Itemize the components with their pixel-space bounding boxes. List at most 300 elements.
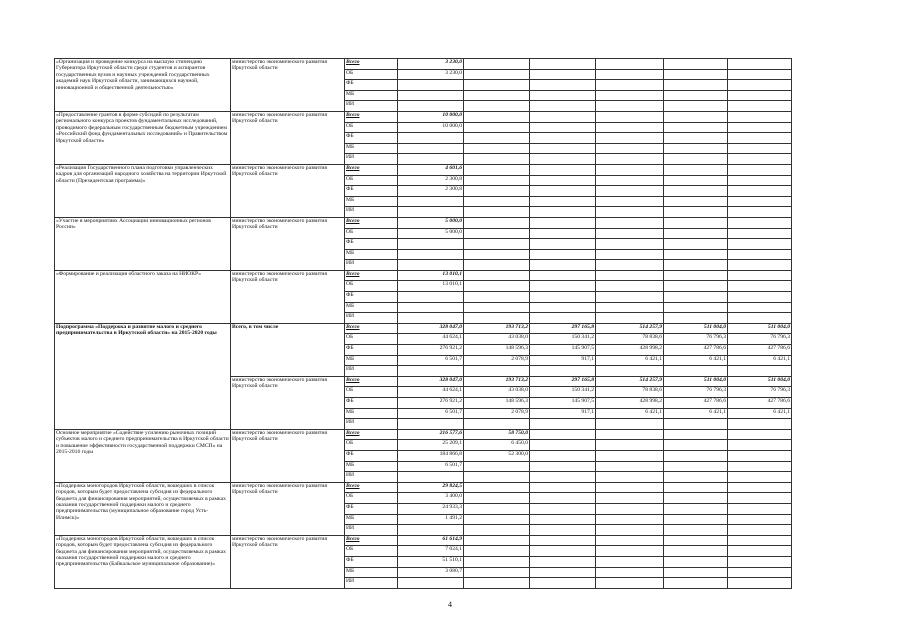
value-cell: [464, 419, 530, 430]
value-cell: [464, 461, 530, 472]
value-cell: [530, 122, 596, 133]
value-cell: [728, 578, 792, 589]
value-cell: [596, 186, 664, 197]
value-cell: [596, 503, 664, 514]
value-cell: 76 796,3: [664, 387, 728, 398]
value-cell: [398, 249, 464, 260]
value-cell: [530, 302, 596, 313]
value-cell: [464, 292, 530, 303]
value-cell: [728, 546, 792, 557]
value-cell: [728, 503, 792, 514]
value-cell: 427 786,6: [664, 345, 728, 356]
value-cell: 193 713,2: [464, 323, 530, 334]
executor-cell: министерство экономического развития Иркутской области: [231, 111, 345, 164]
value-cell: [464, 154, 530, 165]
value-cell: 5 000,0: [398, 217, 464, 228]
value-cell: [728, 164, 792, 175]
value-cell: [728, 196, 792, 207]
value-cell: [530, 196, 596, 207]
value-cell: [596, 440, 664, 451]
source-cell: ФБ: [345, 450, 398, 461]
value-cell: 24 933,3: [398, 503, 464, 514]
value-cell: [664, 450, 728, 461]
value-cell: [728, 90, 792, 101]
source-cell: ФБ: [345, 503, 398, 514]
value-cell: [664, 175, 728, 186]
value-cell: [530, 556, 596, 567]
value-cell: 76 796,3: [728, 334, 792, 345]
executor-cell: министерство экономического развития Иркутской области: [231, 164, 345, 217]
source-cell: Всего: [345, 217, 398, 228]
value-cell: [464, 567, 530, 578]
value-cell: [664, 472, 728, 483]
value-cell: [664, 239, 728, 250]
source-cell: ОБ: [345, 69, 398, 80]
value-cell: [464, 302, 530, 313]
value-cell: [464, 281, 530, 292]
value-cell: [596, 525, 664, 536]
value-cell: 78 838,6: [596, 387, 664, 398]
value-cell: [596, 313, 664, 324]
value-cell: 145 907,5: [530, 398, 596, 409]
value-cell: [596, 493, 664, 504]
value-cell: [728, 228, 792, 239]
value-cell: [398, 196, 464, 207]
value-cell: [530, 154, 596, 165]
source-cell: ИИ: [345, 578, 398, 589]
value-cell: [596, 567, 664, 578]
value-cell: [464, 249, 530, 260]
value-cell: 44 624,1: [398, 334, 464, 345]
value-cell: [596, 101, 664, 112]
source-cell: ФБ: [345, 80, 398, 91]
value-cell: [664, 556, 728, 567]
value-cell: [530, 578, 596, 589]
value-cell: [398, 472, 464, 483]
value-cell: [596, 366, 664, 377]
value-cell: [596, 59, 664, 70]
value-cell: [596, 111, 664, 122]
value-cell: [728, 366, 792, 377]
value-cell: [530, 270, 596, 281]
value-cell: [664, 578, 728, 589]
value-cell: [728, 69, 792, 80]
value-cell: 2 078,9: [464, 355, 530, 366]
executor-cell: министерство экономического развития Иркутской области: [231, 535, 345, 588]
value-cell: [464, 186, 530, 197]
value-cell: [596, 69, 664, 80]
value-cell: [728, 122, 792, 133]
source-cell: ФБ: [345, 556, 398, 567]
value-cell: 150 341,2: [530, 334, 596, 345]
value-cell: [398, 260, 464, 271]
value-cell: 6 421,1: [596, 408, 664, 419]
value-cell: [596, 546, 664, 557]
value-cell: 511 004,0: [728, 323, 792, 334]
value-cell: 61 614,9: [398, 535, 464, 546]
value-cell: [728, 281, 792, 292]
table-row: [55, 59, 792, 70]
value-cell: [728, 525, 792, 536]
value-cell: [530, 101, 596, 112]
executor-cell: министерство экономического развития Иркутской области: [231, 59, 345, 112]
value-cell: [728, 101, 792, 112]
measure-name: «Участие в мероприятиях Ассоциации инновационных регионов России»: [55, 217, 231, 270]
value-cell: [464, 482, 530, 493]
value-cell: [530, 239, 596, 250]
value-cell: [596, 535, 664, 546]
value-cell: [398, 154, 464, 165]
source-cell: ИИ: [345, 260, 398, 271]
value-cell: 6 421,1: [596, 355, 664, 366]
value-cell: 917,1: [530, 408, 596, 419]
value-cell: [530, 450, 596, 461]
value-cell: 2 300,8: [398, 175, 464, 186]
source-cell: ИИ: [345, 101, 398, 112]
value-cell: [728, 440, 792, 451]
value-cell: 6 501,7: [398, 355, 464, 366]
value-cell: [664, 186, 728, 197]
source-cell: ОБ: [345, 175, 398, 186]
value-cell: [664, 313, 728, 324]
value-cell: [464, 175, 530, 186]
value-cell: [664, 440, 728, 451]
value-cell: [398, 143, 464, 154]
value-cell: [664, 207, 728, 218]
value-cell: [464, 133, 530, 144]
value-cell: 2 078,9: [464, 408, 530, 419]
source-cell: Всего: [345, 164, 398, 175]
value-cell: 428 998,2: [596, 345, 664, 356]
value-cell: [464, 546, 530, 557]
value-cell: [530, 313, 596, 324]
source-cell: Всего: [345, 535, 398, 546]
table-row: [55, 535, 792, 546]
executor-cell: министерство экономического развития Иркутской области: [231, 270, 345, 323]
measure-name: «Организация и проведение конкурса на высшую стипендию Губернатора Иркутской области среди студентов и аспирантов государственных вузов и научных учреждений государственных академий наук Иркутской области, занимающихся научной, инновационной и общественной деятельностью»: [55, 59, 231, 112]
value-cell: [664, 59, 728, 70]
measure-name: «Формирование и реализация областного заказа на НИОКР»: [55, 270, 231, 323]
value-cell: 6 450,0: [464, 440, 530, 451]
value-cell: [398, 366, 464, 377]
value-cell: [530, 186, 596, 197]
value-cell: 78 838,6: [596, 334, 664, 345]
value-cell: [596, 143, 664, 154]
value-cell: 6 501,7: [398, 408, 464, 419]
value-cell: [728, 429, 792, 440]
value-cell: [464, 122, 530, 133]
source-cell: МБ: [345, 355, 398, 366]
value-cell: [530, 217, 596, 228]
value-cell: [398, 302, 464, 313]
value-cell: 76 796,3: [664, 334, 728, 345]
value-cell: [596, 239, 664, 250]
value-cell: [464, 164, 530, 175]
value-cell: 511 004,0: [728, 376, 792, 387]
table-row: [55, 270, 792, 281]
value-cell: 148 596,3: [464, 345, 530, 356]
value-cell: [664, 546, 728, 557]
value-cell: [464, 493, 530, 504]
value-cell: [596, 461, 664, 472]
value-cell: 4 601,6: [398, 164, 464, 175]
value-cell: 276 921,2: [398, 398, 464, 409]
value-cell: [530, 228, 596, 239]
value-cell: [530, 493, 596, 504]
value-cell: [464, 535, 530, 546]
value-cell: [664, 228, 728, 239]
table-row: [55, 217, 792, 228]
source-cell: МБ: [345, 143, 398, 154]
value-cell: 52 300,0: [464, 450, 530, 461]
value-cell: [464, 80, 530, 91]
table-row: [55, 323, 792, 334]
value-cell: [664, 217, 728, 228]
value-cell: [664, 482, 728, 493]
value-cell: [728, 461, 792, 472]
value-cell: [664, 514, 728, 525]
source-cell: ОБ: [345, 228, 398, 239]
value-cell: [728, 313, 792, 324]
value-cell: 5 000,0: [398, 228, 464, 239]
source-cell: ФБ: [345, 345, 398, 356]
value-cell: [464, 69, 530, 80]
value-cell: [464, 217, 530, 228]
value-cell: [664, 80, 728, 91]
value-cell: [596, 228, 664, 239]
value-cell: [664, 429, 728, 440]
source-cell: ИИ: [345, 525, 398, 536]
source-cell: МБ: [345, 408, 398, 419]
value-cell: 7 024,1: [398, 546, 464, 557]
value-cell: [530, 514, 596, 525]
table-row: [55, 164, 792, 175]
value-cell: 328 047,0: [398, 323, 464, 334]
value-cell: [596, 175, 664, 186]
value-cell: [398, 80, 464, 91]
source-cell: МБ: [345, 196, 398, 207]
value-cell: [728, 567, 792, 578]
value-cell: 216 577,6: [398, 429, 464, 440]
budget-table-body: [55, 59, 792, 589]
value-cell: [398, 207, 464, 218]
value-cell: 43 038,0: [464, 387, 530, 398]
value-cell: [530, 482, 596, 493]
value-cell: [530, 111, 596, 122]
value-cell: [596, 164, 664, 175]
value-cell: 193 713,2: [464, 376, 530, 387]
value-cell: [464, 143, 530, 154]
value-cell: [728, 514, 792, 525]
source-cell: ОБ: [345, 387, 398, 398]
value-cell: 514 257,9: [596, 323, 664, 334]
value-cell: 3 230,0: [398, 69, 464, 80]
table-row: [55, 482, 792, 493]
value-cell: [664, 260, 728, 271]
value-cell: [664, 292, 728, 303]
value-cell: [530, 567, 596, 578]
source-cell: ИИ: [345, 154, 398, 165]
value-cell: [464, 260, 530, 271]
value-cell: [728, 59, 792, 70]
value-cell: [664, 503, 728, 514]
value-cell: 13 010,1: [398, 281, 464, 292]
value-cell: [728, 556, 792, 567]
value-cell: [596, 482, 664, 493]
value-cell: 13 010,1: [398, 270, 464, 281]
measure-name: «Поддержка моногородов Иркутской области, вошедших в список городов, которым будет предоставлена субсидия из федерального бюджета для финансирования мероприятий, осуществляемых в рамках оказания государственной поддержки малого и среднего предпринимательства (муниципальное образование город Усть-Илимск)»: [55, 482, 231, 535]
value-cell: [464, 90, 530, 101]
measure-name: «Предоставление грантов в форме субсидий по результатам регионального конкурса проектов фундаментальных исследований, проводимого федеральным государственным бюджетным учреждением «Российский фонд фундаментальных исследований» и Правительством Иркутской области»: [55, 111, 231, 164]
table-row: [55, 111, 792, 122]
value-cell: 10 000,0: [398, 111, 464, 122]
executor-cell: министерство экономического развития Иркутской области: [231, 482, 345, 535]
value-cell: [530, 472, 596, 483]
value-cell: [530, 546, 596, 557]
value-cell: [664, 101, 728, 112]
value-cell: [464, 313, 530, 324]
value-cell: 428 998,2: [596, 398, 664, 409]
value-cell: [464, 472, 530, 483]
value-cell: [664, 419, 728, 430]
value-cell: [398, 90, 464, 101]
value-cell: 29 824,5: [398, 482, 464, 493]
source-cell: Всего: [345, 323, 398, 334]
value-cell: [596, 270, 664, 281]
value-cell: [664, 302, 728, 313]
measure-name: «Поддержка моногородов Иркутской области, вошедших в список городов, которым будет предоставлена субсидия из федерального бюджета для финансирования мероприятий, осуществляемых в рамках оказания государственной поддержки малого и среднего предпринимательства (Байкальское муниципальное образование)»: [55, 535, 231, 588]
value-cell: 427 786,6: [728, 345, 792, 356]
value-cell: [530, 440, 596, 451]
value-cell: [596, 450, 664, 461]
source-cell: ИИ: [345, 207, 398, 218]
source-cell: ОБ: [345, 122, 398, 133]
value-cell: [596, 292, 664, 303]
value-cell: [664, 535, 728, 546]
value-cell: [464, 514, 530, 525]
source-cell: ОБ: [345, 440, 398, 451]
value-cell: [530, 260, 596, 271]
value-cell: [530, 281, 596, 292]
source-cell: ИИ: [345, 366, 398, 377]
value-cell: [596, 133, 664, 144]
value-cell: [596, 90, 664, 101]
value-cell: [728, 450, 792, 461]
value-cell: [728, 80, 792, 91]
executor-cell: министерство экономического развития Иркутской области: [231, 429, 345, 482]
executor-cell: министерство экономического развития Иркутской области: [231, 217, 345, 270]
page-number: 4: [448, 600, 452, 609]
value-cell: [530, 175, 596, 186]
value-cell: [398, 525, 464, 536]
value-cell: [398, 292, 464, 303]
value-cell: [664, 493, 728, 504]
budget-table: [54, 58, 792, 589]
value-cell: [596, 419, 664, 430]
value-cell: [530, 143, 596, 154]
source-cell: МБ: [345, 567, 398, 578]
value-cell: [530, 69, 596, 80]
value-cell: [728, 133, 792, 144]
value-cell: [664, 111, 728, 122]
value-cell: 145 907,5: [530, 345, 596, 356]
value-cell: [664, 164, 728, 175]
value-cell: [728, 260, 792, 271]
value-cell: [596, 196, 664, 207]
value-cell: 511 004,0: [664, 323, 728, 334]
value-cell: [464, 59, 530, 70]
value-cell: [596, 154, 664, 165]
value-cell: [464, 578, 530, 589]
value-cell: 58 750,0: [464, 429, 530, 440]
source-cell: ОБ: [345, 493, 398, 504]
value-cell: [728, 419, 792, 430]
value-cell: [596, 281, 664, 292]
value-cell: [664, 196, 728, 207]
value-cell: [664, 366, 728, 377]
value-cell: [664, 69, 728, 80]
value-cell: [530, 90, 596, 101]
value-cell: [728, 143, 792, 154]
source-cell: Всего: [345, 376, 398, 387]
value-cell: [596, 249, 664, 260]
value-cell: [530, 525, 596, 536]
value-cell: 184 866,8: [398, 450, 464, 461]
source-cell: ФБ: [345, 398, 398, 409]
value-cell: [664, 281, 728, 292]
value-cell: 3 400,0: [398, 493, 464, 504]
value-cell: [728, 270, 792, 281]
value-cell: 51 510,1: [398, 556, 464, 567]
value-cell: [530, 133, 596, 144]
value-cell: 276 921,2: [398, 345, 464, 356]
source-cell: ОБ: [345, 281, 398, 292]
value-cell: [664, 122, 728, 133]
value-cell: [596, 472, 664, 483]
value-cell: 150 341,2: [530, 387, 596, 398]
value-cell: [464, 270, 530, 281]
value-cell: [728, 249, 792, 260]
source-cell: Всего: [345, 59, 398, 70]
value-cell: [728, 186, 792, 197]
value-cell: [596, 514, 664, 525]
value-cell: [398, 133, 464, 144]
value-cell: [398, 101, 464, 112]
value-cell: [728, 175, 792, 186]
source-cell: ОБ: [345, 546, 398, 557]
value-cell: [530, 461, 596, 472]
value-cell: 6 501,7: [398, 461, 464, 472]
value-cell: [664, 567, 728, 578]
source-cell: ФБ: [345, 186, 398, 197]
value-cell: [464, 228, 530, 239]
value-cell: 25 209,1: [398, 440, 464, 451]
value-cell: [596, 80, 664, 91]
value-cell: [728, 292, 792, 303]
value-cell: [596, 556, 664, 567]
value-cell: 917,1: [530, 355, 596, 366]
value-cell: [664, 525, 728, 536]
value-cell: 3 080,7: [398, 567, 464, 578]
value-cell: [596, 302, 664, 313]
value-cell: [398, 239, 464, 250]
value-cell: 148 596,3: [464, 398, 530, 409]
value-cell: [728, 154, 792, 165]
value-cell: [530, 429, 596, 440]
executor-cell: Всего, в том числе: [231, 323, 345, 376]
value-cell: [530, 503, 596, 514]
value-cell: [728, 302, 792, 313]
